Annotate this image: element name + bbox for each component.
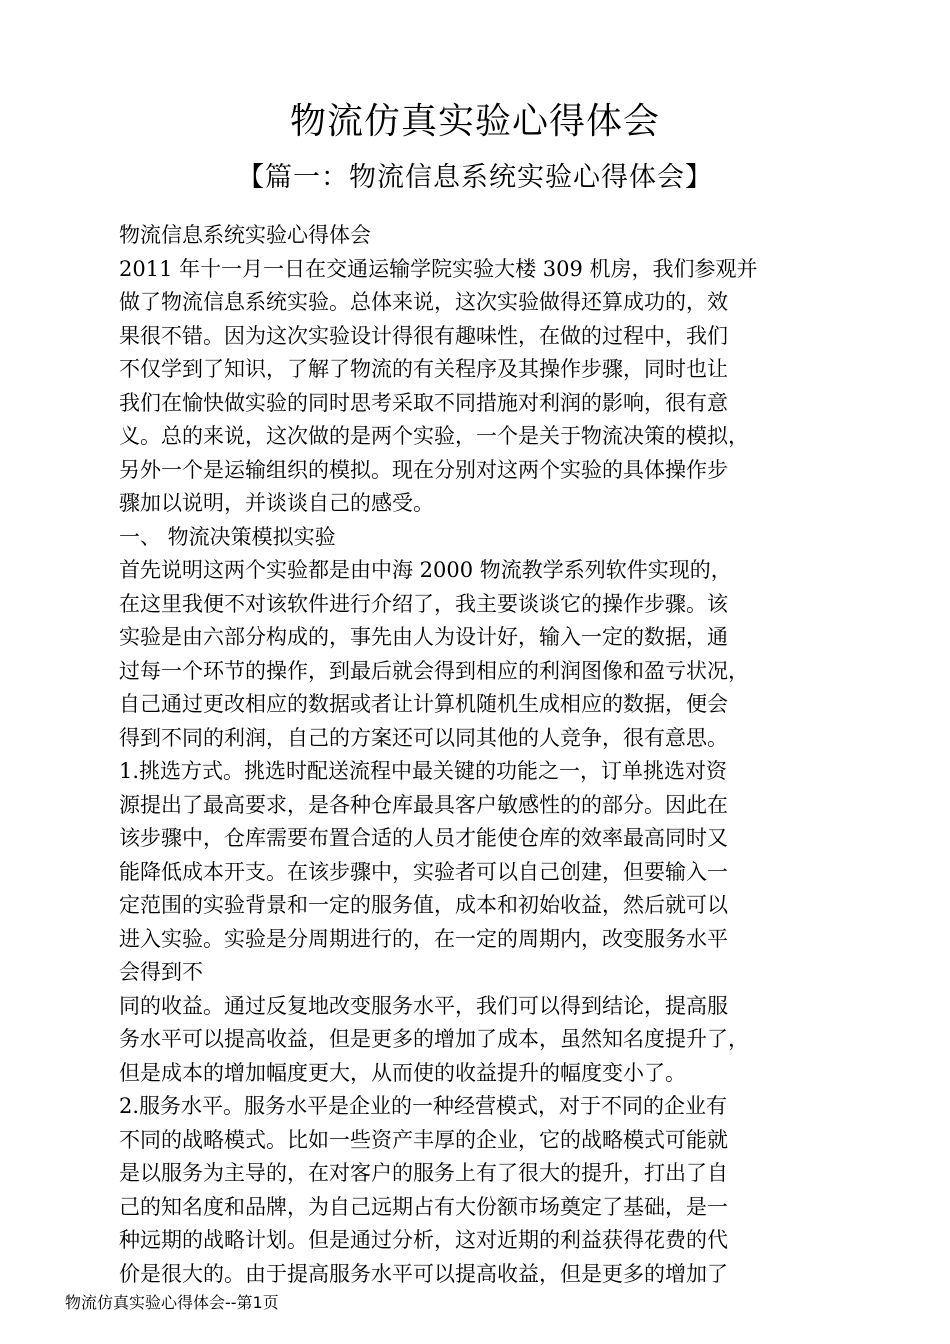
text-line: 2011 年十一月一日在交通运输学院实验大楼 309 机房，我们参观并 xyxy=(119,256,758,281)
text-line: 实验是由六部分构成的，事先由人为设计好，输入一定的数据，通 xyxy=(119,625,728,649)
text-line: 另外一个是运输组织的模拟。现在分别对这两个实验的具体操作步 xyxy=(119,457,728,482)
text-line: 同的收益。通过反复地改变服务水平，我们可以得到结论，提高服 xyxy=(119,993,728,1018)
text-line: 会得到不 xyxy=(119,960,203,984)
text-line: 种远期的战略计划。但是通过分析，这对近期的利益获得花费的代 xyxy=(119,1228,728,1252)
text-line: 该步骤中，仓库需要布置合适的人员才能使仓库的效率最高同时又 xyxy=(119,826,728,850)
text-line: 不同的战略模式。比如一些资产丰厚的企业，它的战略模式可能就 xyxy=(119,1127,728,1152)
document-subtitle: 【篇一：物流信息系统实验心得体会】 xyxy=(237,162,713,193)
text-line: 在这里我便不对该软件进行介绍了，我主要谈谈它的操作步骤。该 xyxy=(119,591,728,616)
text-line: 做了物流信息系统实验。总体来说，这次实验做得还算成功的，效 xyxy=(119,290,728,314)
text-line: 价是很大的。由于提高服务水平可以提高收益，但是更多的增加了 xyxy=(119,1261,728,1286)
text-line: 务水平可以提高收益，但是更多的增加了成本，虽然知名度提升了， xyxy=(119,1027,749,1051)
document-title: 物流仿真实验心得体会 xyxy=(289,101,660,142)
text-line: 己的知名度和品牌，为自己远期占有大份额市场奠定了基础，是一 xyxy=(119,1194,728,1219)
body-text xyxy=(119,219,859,1291)
section-heading: 一、 物流决策模拟实验 xyxy=(119,524,336,549)
text-line: 果很不错。因为这次实验设计得很有趣味性，在做的过程中，我们 xyxy=(119,323,728,348)
text-line: 2.服务水平。服务水平是企业的一种经营模式，对于不同的企业有 xyxy=(119,1094,728,1118)
text-line: 过每一个环节的操作，到最后就会得到相应的利润图像和盈亏状况， xyxy=(119,658,749,683)
text-line: 能降低成本开支。在该步骤中，实验者可以自己创建，但要输入一 xyxy=(119,859,728,884)
text-line: 首先说明这两个实验都是由中海 2000 物流教学系列软件实现的， xyxy=(119,558,732,582)
text-line: 源提出了最高要求，是各种仓库最具客户敏感性的的部分。因此在 xyxy=(119,792,728,817)
text-line: 我们在愉快做实验的同时思考采取不同措施对利润的影响，很有意 xyxy=(119,390,728,415)
text-line: 自己通过更改相应的数据或者让计算机随机生成相应的数据，便会 xyxy=(119,692,728,716)
text-line: 1.挑选方式。挑选时配送流程中最关键的功能之一，订单挑选对资 xyxy=(119,759,728,783)
text-line: 不仅学到了知识，了解了物流的有关程序及其操作步骤，同时也让 xyxy=(119,357,728,381)
text-line: 是以服务为主导的，在对客户的服务上有了很大的提升，打出了自 xyxy=(119,1161,728,1185)
page-footer: 物流仿真实验心得体会--第1页 xyxy=(65,1293,279,1312)
text-line: 物流信息系统实验心得体会 xyxy=(119,223,371,247)
text-line: 得到不同的利润，自己的方案还可以同其他的人竞争，很有意思。 xyxy=(119,725,728,750)
text-line: 骤加以说明，并谈谈自己的感受。 xyxy=(119,491,434,515)
text-line: 进入实验。实验是分周期进行的，在一定的周期内，改变服务水平 xyxy=(119,926,728,951)
text-line: 义。总的来说，这次做的是两个实验，一个是关于物流决策的模拟， xyxy=(119,424,749,448)
text-line: 定范围的实验背景和一定的服务值，成本和初始收益，然后就可以 xyxy=(119,893,728,917)
text-line: 但是成本的增加幅度更大，从而使的收益提升的幅度变小了。 xyxy=(119,1060,686,1085)
